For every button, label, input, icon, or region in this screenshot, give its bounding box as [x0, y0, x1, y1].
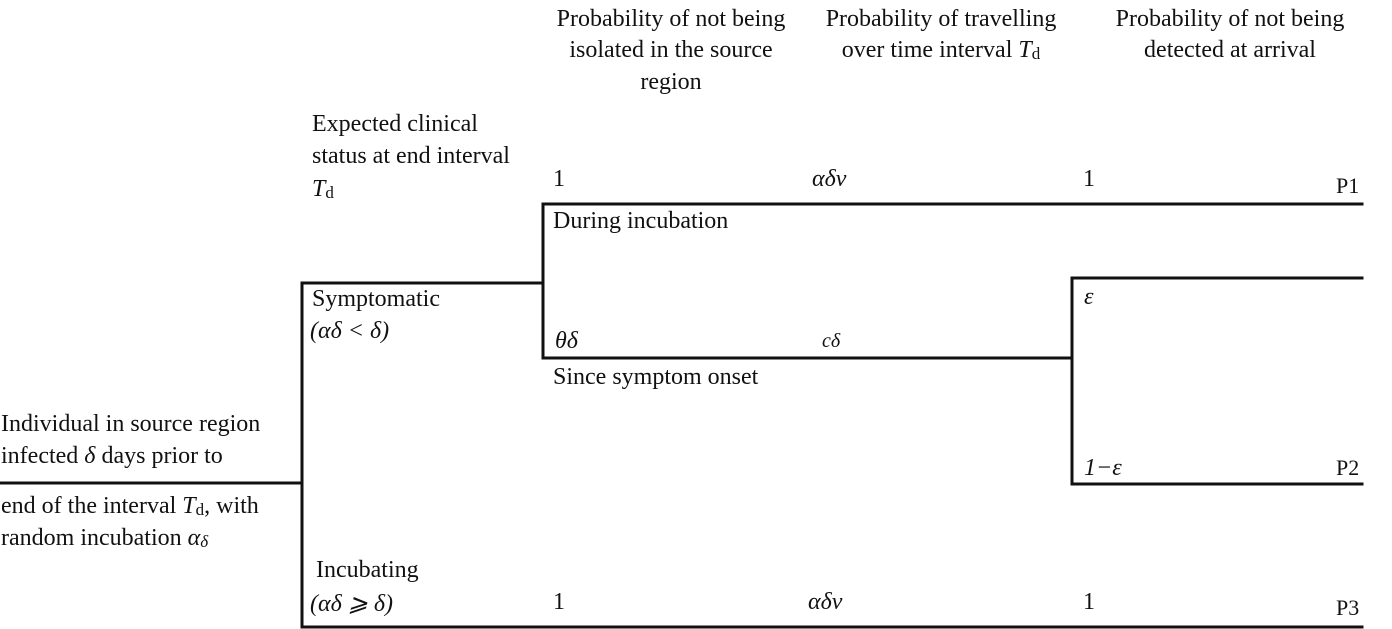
root-line2-b: days prior to: [101, 443, 223, 469]
c-prob: cδ: [822, 330, 841, 352]
header-isolation-line1: Probability of not being: [556, 6, 786, 32]
p1-detection-prob: 1: [1083, 166, 1095, 192]
root-line3-symbol: T: [182, 493, 196, 519]
header-detection-line2: detected at arrival: [1144, 37, 1316, 63]
root-line4: [1, 523, 208, 553]
p1-isolation-prob: 1: [553, 166, 565, 192]
root-line2-a: infected: [1, 443, 79, 469]
epsilon-prob: ε: [1084, 284, 1094, 310]
outcome-p1: P1: [1336, 173, 1360, 198]
root-line4-symbol: α: [187, 525, 201, 551]
header-travel-line2-text: over time interval: [841, 37, 1013, 63]
header-travel-symbol: T: [1018, 37, 1032, 63]
root-line3-subscript: d: [195, 500, 205, 519]
p3-travel-prob: αδν: [808, 589, 843, 615]
outcome-p3: P3: [1336, 595, 1360, 620]
status-header-subscript: d: [325, 183, 334, 202]
status-header-line3: [312, 174, 334, 204]
root-line3-a: end of the interval: [1, 493, 177, 519]
root-delta: δ: [84, 443, 96, 469]
status-header-line2: status at end interval: [312, 143, 510, 169]
header-travel-subscript: d: [1031, 44, 1041, 63]
p1-travel-prob: αδν: [812, 166, 847, 192]
status-header-line1: Expected clinical: [312, 111, 478, 137]
header-isolation-line2: isolated in the source: [569, 37, 773, 63]
root-line1: Individual in source region: [1, 411, 261, 437]
symptomatic-condition: (αδ < δ): [310, 318, 390, 344]
symptomatic-label: Symptomatic: [312, 286, 440, 312]
p3-detection-prob: 1: [1083, 589, 1095, 615]
one-minus-epsilon-prob: 1−ε: [1084, 455, 1122, 481]
root-line4-a: random incubation: [1, 525, 182, 551]
status-header-symbol: T: [312, 176, 326, 202]
root-line3-b: , with: [204, 493, 259, 519]
root-line4-subscript: δ: [200, 532, 209, 551]
header-isolation-line3: region: [640, 69, 702, 95]
root-line3: [1, 491, 259, 521]
theta-prob: θδ: [555, 328, 578, 354]
header-detection-line1: Probability of not being: [1115, 6, 1345, 32]
outcome-p2: P2: [1336, 455, 1360, 480]
p3-isolation-prob: 1: [553, 589, 565, 615]
root-line2: [1, 441, 223, 471]
since-onset-label: Since symptom onset: [553, 364, 759, 390]
header-travel-line1: Probability of travelling: [825, 6, 1057, 32]
incubating-condition: (αδ ⩾ δ): [310, 591, 394, 617]
incubating-label: Incubating: [316, 557, 419, 583]
during-incubation-label: During incubation: [553, 208, 729, 234]
header-travel-line2: [800, 35, 1082, 65]
